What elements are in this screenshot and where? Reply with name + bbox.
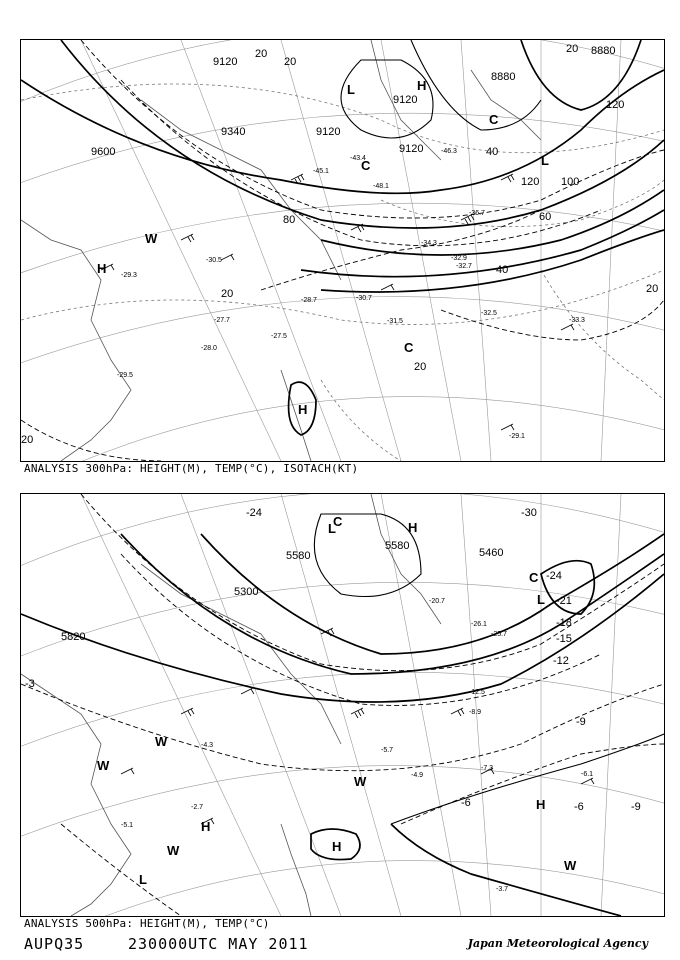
- svg-text:-31.5: -31.5: [387, 318, 403, 325]
- lat-lon-grid: [21, 494, 664, 916]
- svg-text:-5.7: -5.7: [381, 747, 394, 754]
- svg-text:H: H: [298, 402, 308, 417]
- svg-text:-32.9: -32.9: [451, 255, 467, 262]
- svg-text:-6.1: -6.1: [581, 771, 594, 778]
- coastlines: [21, 494, 441, 916]
- svg-text:-45.1: -45.1: [313, 168, 329, 175]
- svg-text:5300: 5300: [234, 586, 259, 598]
- svg-text:-18: -18: [556, 617, 572, 629]
- svg-text:20: 20: [284, 56, 297, 68]
- isotherm-labels: [25, 507, 641, 813]
- svg-text:-32.5: -32.5: [481, 310, 497, 317]
- svg-text:-29.1: -29.1: [509, 433, 525, 440]
- svg-text:-8.9: -8.9: [469, 709, 482, 716]
- svg-text:-6: -6: [574, 801, 584, 813]
- svg-text:-48.1: -48.1: [373, 183, 389, 190]
- svg-text:W: W: [97, 758, 110, 773]
- station-value-labels: [121, 598, 593, 893]
- svg-text:H: H: [97, 261, 107, 276]
- svg-text:-24: -24: [546, 570, 562, 582]
- svg-text:5460: 5460: [479, 547, 504, 559]
- svg-text:120: 120: [606, 99, 625, 111]
- svg-text:-6: -6: [461, 797, 471, 809]
- svg-text:-28.0: -28.0: [201, 345, 217, 352]
- svg-text:L: L: [139, 872, 147, 887]
- svg-text:20: 20: [255, 48, 268, 60]
- caption-300hpa: ANALYSIS 300hPa: HEIGHT(M), TEMP(°C), ISOTACH(KT): [24, 462, 359, 475]
- svg-text:W: W: [155, 734, 168, 749]
- svg-text:20: 20: [414, 361, 427, 373]
- product-id: AUPQ35: [24, 935, 85, 953]
- svg-text:40: 40: [486, 146, 499, 158]
- svg-text:-7.3: -7.3: [481, 765, 494, 772]
- caption-500hpa: ANALYSIS 500hPa: HEIGHT(M), TEMP(°C): [24, 917, 270, 930]
- svg-text:W: W: [145, 231, 158, 246]
- map-500hpa: [21, 494, 664, 916]
- map-panel-500hpa: [20, 493, 665, 917]
- svg-text:H: H: [417, 78, 427, 93]
- svg-text:C: C: [404, 340, 414, 355]
- svg-text:9120: 9120: [316, 126, 341, 138]
- svg-text:L: L: [541, 153, 549, 168]
- svg-text:-25.7: -25.7: [491, 631, 507, 638]
- svg-text:5820: 5820: [61, 631, 86, 643]
- svg-text:40: 40: [496, 264, 509, 276]
- svg-text:-27.7: -27.7: [214, 317, 230, 324]
- svg-text:-20.7: -20.7: [429, 598, 445, 605]
- svg-text:-5.1: -5.1: [121, 822, 134, 829]
- svg-text:-3: -3: [25, 678, 35, 690]
- svg-text:-34.3: -34.3: [421, 240, 437, 247]
- map-300hpa: [21, 40, 664, 461]
- svg-text:-30.7: -30.7: [356, 295, 372, 302]
- svg-text:-46.3: -46.3: [441, 148, 457, 155]
- valid-time: 230000UTC MAY 2011: [128, 935, 309, 953]
- svg-text:L: L: [537, 592, 545, 607]
- svg-text:-43.4: -43.4: [350, 155, 366, 162]
- svg-text:20: 20: [221, 288, 234, 300]
- svg-text:H: H: [536, 797, 546, 812]
- svg-text:60: 60: [539, 211, 552, 223]
- svg-text:-12: -12: [553, 655, 569, 667]
- svg-text:-2.7: -2.7: [191, 804, 204, 811]
- temperature-labels: [117, 148, 585, 440]
- svg-text:W: W: [564, 858, 577, 873]
- svg-text:H: H: [201, 819, 211, 834]
- svg-text:-27.5: -27.5: [271, 333, 287, 340]
- svg-text:-4.3: -4.3: [201, 742, 214, 749]
- svg-text:-33.3: -33.3: [569, 317, 585, 324]
- svg-text:100: 100: [561, 176, 580, 188]
- svg-text:-36.7: -36.7: [469, 210, 485, 217]
- temperature-isotherms: [21, 494, 664, 916]
- svg-text:-9: -9: [631, 801, 641, 813]
- svg-text:-15: -15: [556, 633, 572, 645]
- svg-text:-30: -30: [521, 507, 537, 519]
- svg-text:-30.5: -30.5: [206, 257, 222, 264]
- svg-text:9120: 9120: [393, 94, 418, 106]
- svg-text:-29.3: -29.3: [121, 272, 137, 279]
- svg-text:9120: 9120: [399, 143, 424, 155]
- svg-text:W: W: [354, 774, 367, 789]
- height-contours: [21, 514, 664, 916]
- svg-text:-24: -24: [246, 507, 262, 519]
- svg-text:-32.7: -32.7: [456, 263, 472, 270]
- svg-text:9600: 9600: [91, 146, 116, 158]
- svg-text:20: 20: [21, 434, 34, 446]
- svg-text:C: C: [333, 514, 343, 529]
- svg-text:-9: -9: [576, 716, 586, 728]
- svg-text:5580: 5580: [286, 550, 311, 562]
- svg-text:20: 20: [646, 283, 659, 295]
- map-panel-300hpa: [20, 39, 665, 462]
- svg-text:-12.5: -12.5: [469, 689, 485, 696]
- svg-text:5580: 5580: [385, 540, 410, 552]
- svg-text:-29.5: -29.5: [117, 372, 133, 379]
- svg-text:-21: -21: [556, 595, 572, 607]
- svg-text:L: L: [328, 521, 336, 536]
- svg-text:C: C: [489, 112, 499, 127]
- svg-text:20: 20: [566, 43, 579, 55]
- svg-text:-26.1: -26.1: [471, 621, 487, 628]
- wind-barbs: [121, 628, 594, 824]
- svg-text:H: H: [332, 839, 342, 854]
- svg-text:9340: 9340: [221, 126, 246, 138]
- svg-text:W: W: [167, 843, 180, 858]
- svg-text:8880: 8880: [491, 71, 516, 83]
- svg-text:120: 120: [521, 176, 540, 188]
- svg-text:-28.7: -28.7: [301, 297, 317, 304]
- svg-text:C: C: [361, 158, 371, 173]
- svg-text:L: L: [347, 82, 355, 97]
- svg-text:9120: 9120: [213, 56, 238, 68]
- svg-text:H: H: [408, 520, 418, 535]
- agency-name: Japan Meteorological Agency: [467, 937, 648, 950]
- svg-text:8880: 8880: [591, 45, 616, 57]
- svg-text:80: 80: [283, 214, 296, 226]
- svg-text:-3.7: -3.7: [496, 886, 509, 893]
- svg-text:C: C: [529, 570, 539, 585]
- height-labels: [91, 45, 615, 158]
- svg-text:-4.9: -4.9: [411, 772, 424, 779]
